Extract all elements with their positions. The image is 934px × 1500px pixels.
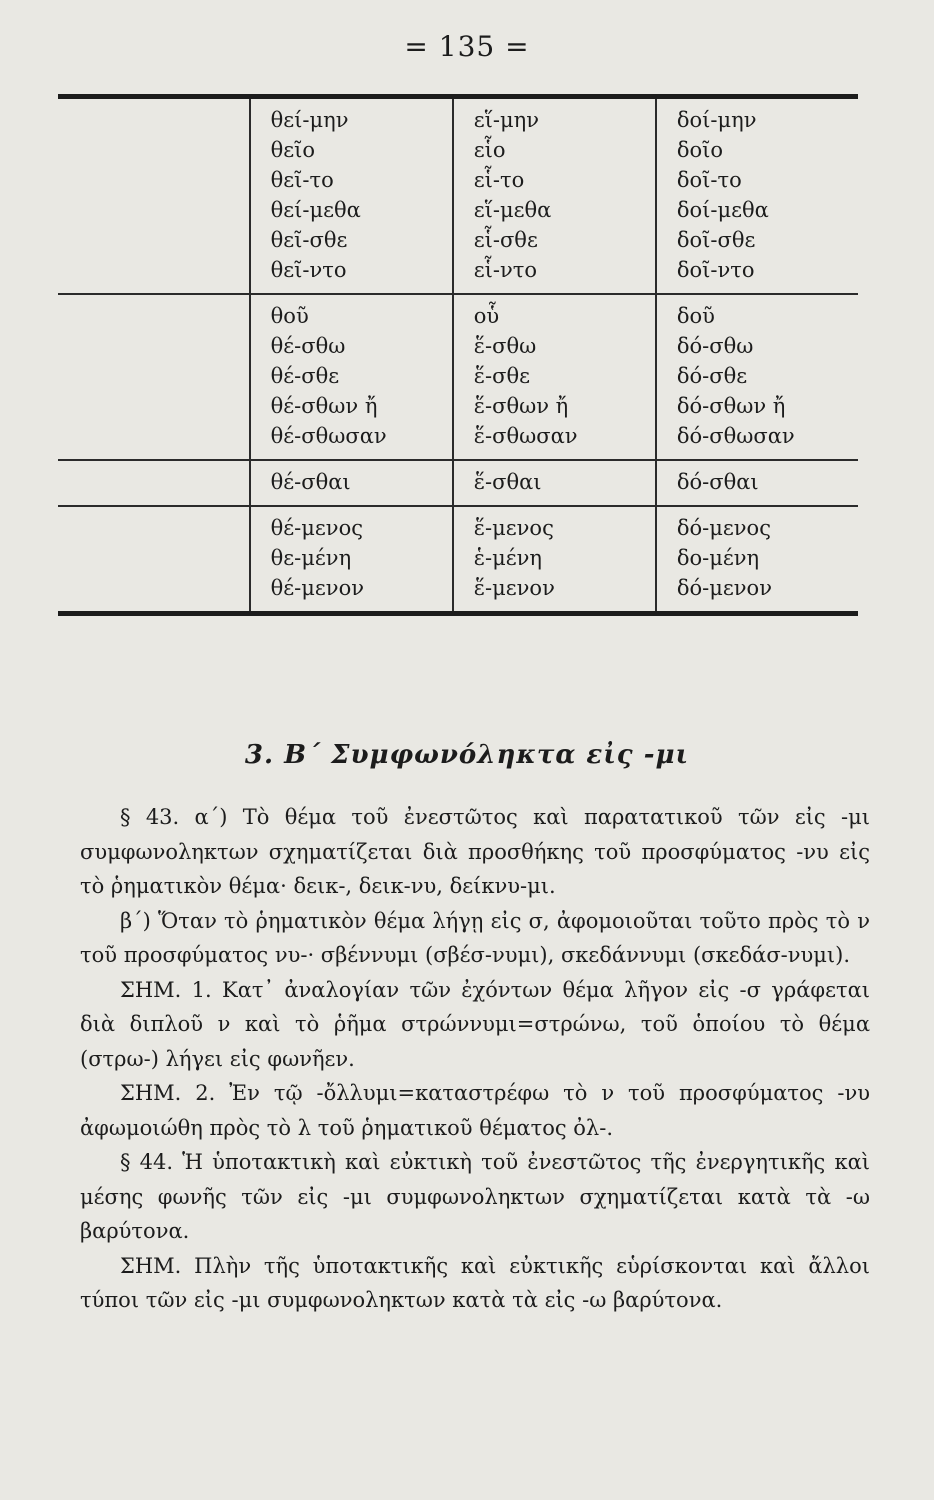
table-cell: ἕ-σθων ἤ bbox=[473, 394, 569, 418]
table-cell: δό-μενον bbox=[676, 576, 772, 600]
table-cell: δό-σθαι bbox=[676, 470, 759, 494]
table-cell: δο-μένη bbox=[676, 546, 760, 570]
table-cell: δό-σθωσαν bbox=[676, 424, 795, 448]
table-column-delta bbox=[657, 99, 858, 293]
table-cell: δοῖ-το bbox=[676, 168, 742, 192]
table-cell: θοῦ bbox=[270, 304, 309, 328]
table-cell: ἕ-σθε bbox=[473, 364, 530, 388]
table-cell: δοῖ-ντο bbox=[676, 258, 755, 282]
table-cell: ἕ-σθωσαν bbox=[473, 424, 578, 448]
paragraph-43b: β΄) Ὅταν τὸ ῥηματικὸν θέμα λήγῃ εἰς σ, ἀφομοιοῦται τοῦτο πρὸς τὸ ν τοῦ προσφύματος νυ-· σβέννυμι (σβέσ-νυμι), σκεδάννυμι (σκεδάσ-νυμι). bbox=[80, 908, 870, 967]
table-cell: ἕ-μενον bbox=[473, 576, 555, 600]
paragraph-44: § 44. Ἡ ὑποτακτικὴ καὶ εὐκτικὴ τοῦ ἐνεστῶτος τῆς ἐνεργητικῆς καὶ μέσης φωνῆς τῶν εἰς -μι συμφωνοληκτων σχηματίζεται κατὰ τὰ -ω βαρύτονα. bbox=[80, 1150, 870, 1243]
table-column-epsilon bbox=[454, 99, 657, 293]
table-cell: ἑ-μένη bbox=[473, 546, 543, 570]
table-column-theta bbox=[251, 461, 454, 505]
table-cell: θέ-σθων ἤ bbox=[270, 394, 378, 418]
note-1: ΣΗΜ. 1. Κατ᾿ ἀναλογίαν τῶν ἐχόντων θέμα λῆγον εἰς -σ γράφεται διὰ διπλοῦ ν καὶ τὸ ῥῆμα στρώννυμι=στρώνω, τοῦ ὁποίου τὸ θέμα (στρω-) λήγει εἰς φωνῆεν. bbox=[80, 977, 870, 1071]
table-column-delta bbox=[657, 295, 858, 459]
table-cell: δό-σθε bbox=[676, 364, 748, 388]
table-cell: εἵ-μεθα bbox=[473, 198, 552, 222]
table-cell: εἷο bbox=[473, 138, 506, 162]
note-3: ΣΗΜ. Πλὴν τῆς ὑποτακτικῆς καὶ εὐκτικῆς εὑρίσκονται καὶ ἄλλοι τύποι τῶν εἰς -μι συμφωνοληκτων κατὰ τὰ εἰς -ω βαρύτονα. bbox=[80, 1253, 870, 1312]
table-cell: θέ-σθωσαν bbox=[270, 424, 387, 448]
table-cell: θέ-σθω bbox=[270, 334, 346, 358]
table-cell: δό-σθων ἤ bbox=[676, 394, 786, 418]
section-heading: 3. Β΄ Συμφωνόληκτα εἰς -μι bbox=[244, 740, 690, 770]
page-number: = 135 = bbox=[404, 30, 530, 63]
table-cell: ἕ-σθαι bbox=[473, 470, 542, 494]
table-cell: δοῖ-σθε bbox=[676, 228, 756, 252]
table-cell: εἷ-το bbox=[473, 168, 525, 192]
table-column-delta bbox=[657, 461, 858, 505]
table-cell: θέ-μενον bbox=[270, 576, 364, 600]
table-cell: θέ-σθε bbox=[270, 364, 340, 388]
table-cell: εἵ-μην bbox=[473, 108, 539, 132]
table-cell: οὗ bbox=[473, 304, 500, 328]
table-cell: θέ-μενος bbox=[270, 516, 363, 540]
table-cell: δό-σθω bbox=[676, 334, 754, 358]
table-group-optative bbox=[58, 99, 858, 293]
table-cell: δοί-μεθα bbox=[676, 198, 769, 222]
table-column-theta bbox=[251, 507, 454, 611]
table-label-cell bbox=[58, 507, 251, 611]
paragraph-43a: § 43. α΄) Τὸ θέμα τοῦ ἐνεστῶτος καὶ παρατατικοῦ τῶν εἰς -μι συμφωνοληκτων σχηματίζεται διὰ προσθήκης τοῦ προσφύματος -νυ εἰς τὸ ῥηματικὸν θέμα· δεικ-, δεικ-νυ, δείκνυ-μι. bbox=[80, 805, 870, 898]
table-column-epsilon bbox=[454, 295, 657, 459]
table-group-participle bbox=[58, 505, 858, 611]
table-group-infinitive bbox=[58, 459, 858, 505]
table-column-delta bbox=[657, 507, 858, 611]
note-2: ΣΗΜ. 2. Ἐν τῷ -ὄλλυμι=καταστρέφω τὸ ν τοῦ προσφύματος -νυ ἀφωμοιώθη πρὸς τὸ λ τοῦ ῥηματικοῦ θέματος ὀλ-. bbox=[80, 1081, 870, 1140]
table-cell: εἷ-σθε bbox=[473, 228, 538, 252]
table-column-theta bbox=[251, 295, 454, 459]
table-cell: θέ-σθαι bbox=[270, 470, 351, 494]
table-label-cell bbox=[58, 99, 251, 293]
table-cell: θεί-μην bbox=[270, 108, 349, 132]
table-cell: δό-μενος bbox=[676, 516, 771, 540]
table-cell: ἕ-σθω bbox=[473, 334, 537, 358]
table-cell: δοῦ bbox=[676, 304, 715, 328]
conjugation-table bbox=[58, 94, 858, 616]
table-label-cell bbox=[58, 295, 251, 459]
body-text bbox=[80, 800, 870, 1318]
table-group-imperative bbox=[58, 293, 858, 459]
table-cell: θεῖ-σθε bbox=[270, 228, 348, 252]
table-cell: δοί-μην bbox=[676, 108, 757, 132]
table-column-theta bbox=[251, 99, 454, 293]
table-column-epsilon bbox=[454, 461, 657, 505]
table-cell: δοῖο bbox=[676, 138, 724, 162]
table-cell: θεί-μεθα bbox=[270, 198, 361, 222]
table-cell: θε-μένη bbox=[270, 546, 352, 570]
table-column-epsilon bbox=[454, 507, 657, 611]
table-label-cell bbox=[58, 461, 251, 505]
table-cell: εἷ-ντο bbox=[473, 258, 538, 282]
table-cell: θεῖο bbox=[270, 138, 316, 162]
table-cell: θεῖ-το bbox=[270, 168, 334, 192]
table-cell: θεῖ-ντο bbox=[270, 258, 347, 282]
table-cell: ἕ-μενος bbox=[473, 516, 554, 540]
